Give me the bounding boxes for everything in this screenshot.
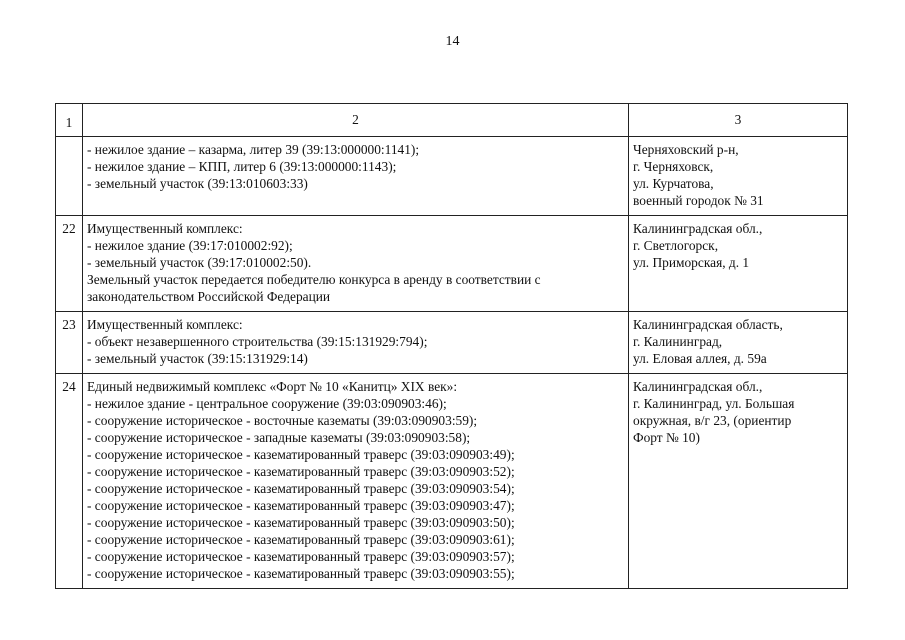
description-cell <box>83 216 629 312</box>
description-line: - нежилое здание (39:17:010002:92); <box>87 238 293 253</box>
description-line: - сооружение историческое - казематированный траверс (39:03:090903:57); <box>87 549 515 564</box>
row-number-cell: 24 <box>56 374 83 589</box>
address-cell <box>629 374 848 589</box>
table-row <box>56 216 848 312</box>
address-line: г. Калининград, ул. Большая <box>633 396 795 411</box>
address-line: Форт № 10) <box>633 430 700 445</box>
description-line: - сооружение историческое - казематированный траверс (39:03:090903:61); <box>87 532 515 547</box>
description-line: - объект незавершенного строительства (39:15:131929:794); <box>87 334 428 349</box>
description-line: - сооружение историческое - казематированный траверс (39:03:090903:54); <box>87 481 515 496</box>
description-line: - сооружение историческое - казематированный траверс (39:03:090903:52); <box>87 464 515 479</box>
description-line: - нежилое здание – казарма, литер 39 (39:13:000000:1141); <box>87 142 420 157</box>
description-line: - сооружение историческое - восточные казематы (39:03:090903:59); <box>87 413 478 428</box>
header-cell-1: 1 <box>56 104 83 137</box>
description-line: - земельный участок (39:13:010603:33) <box>87 176 308 191</box>
description-line: - земельный участок (39:17:010002:50). <box>87 255 312 270</box>
table-row <box>56 374 848 589</box>
address-line: ул. Еловая аллея, д. 59а <box>633 351 767 366</box>
table-row <box>56 312 848 374</box>
description-cell <box>83 137 629 216</box>
description-line: - сооружение историческое - западные казематы (39:03:090903:58); <box>87 430 471 445</box>
description-line: Имущественный комплекс: <box>87 317 243 332</box>
page-number: 14 <box>445 34 460 49</box>
address-line: окружная, в/г 23, (ориентир <box>633 413 792 428</box>
description-line: - сооружение историческое - казематированный траверс (39:03:090903:55); <box>87 566 515 581</box>
row-number-cell <box>56 137 83 216</box>
address-line: г. Черняховск, <box>633 159 714 174</box>
description-line: - нежилое здание - центральное сооружение (39:03:090903:46); <box>87 396 447 411</box>
description-line: Земельный участок передается победителю конкурса в аренду в соответствии с <box>87 272 541 287</box>
description-line: - сооружение историческое - казематированный траверс (39:03:090903:49); <box>87 447 515 462</box>
table-header-row <box>56 104 848 137</box>
address-cell <box>629 137 848 216</box>
description-cell <box>83 374 629 589</box>
table-body <box>56 104 848 589</box>
address-line: ул. Курчатова, <box>633 176 714 191</box>
description-line: - сооружение историческое - казематированный траверс (39:03:090903:47); <box>87 498 515 513</box>
table-row <box>56 137 848 216</box>
address-cell <box>629 312 848 374</box>
description-line: - нежилое здание – КПП, литер 6 (39:13:000000:1143); <box>87 159 397 174</box>
address-line: Калининградская область, <box>633 317 783 332</box>
header-cell-3: 3 <box>629 104 848 137</box>
address-line: г. Калининград, <box>633 334 723 349</box>
description-line: Имущественный комплекс: <box>87 221 243 236</box>
header-cell-2: 2 <box>83 104 629 137</box>
address-line: Калининградская обл., <box>633 221 763 236</box>
address-line: военный городок № 31 <box>633 193 764 208</box>
description-cell <box>83 312 629 374</box>
address-line: г. Светлогорск, <box>633 238 719 253</box>
row-number-cell: 22 <box>56 216 83 312</box>
description-line: законодательством Российской Федерации <box>87 289 331 304</box>
description-line: - сооружение историческое - казематированный траверс (39:03:090903:50); <box>87 515 515 530</box>
row-number-cell: 23 <box>56 312 83 374</box>
description-line: Единый недвижимый комплекс «Форт № 10 «Канитц» XIX век»: <box>87 379 458 394</box>
address-line: Калининградская обл., <box>633 379 763 394</box>
address-line: Черняховский р-н, <box>633 142 739 157</box>
address-cell <box>629 216 848 312</box>
description-line: - земельный участок (39:15:131929:14) <box>87 351 308 366</box>
address-line: ул. Приморская, д. 1 <box>633 255 750 270</box>
property-table <box>55 103 848 589</box>
